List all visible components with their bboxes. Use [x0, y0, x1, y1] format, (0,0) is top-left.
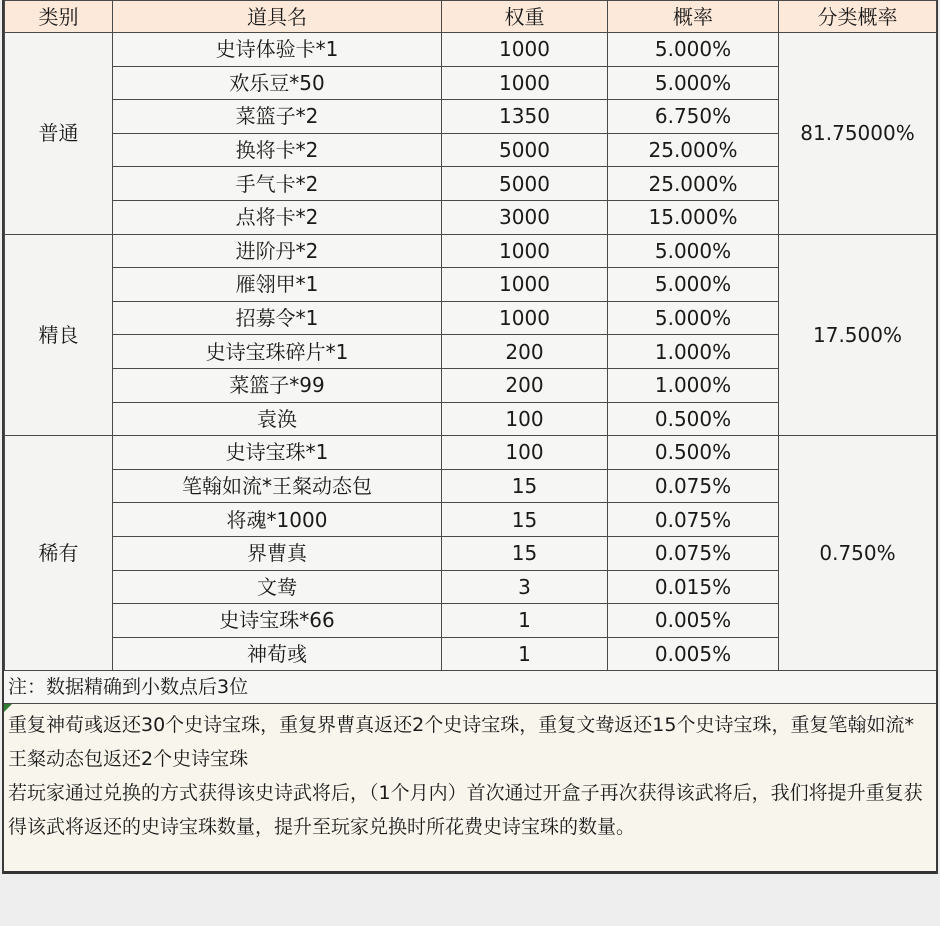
- weight-cell: 5000: [442, 167, 608, 201]
- item-name-cell: 将魂*1000: [113, 503, 442, 537]
- probability-cell: 5.000%: [608, 268, 779, 302]
- drop-rate-sheet: [2, 0, 938, 874]
- item-name-cell: 菜篮子*99: [113, 368, 442, 402]
- probability-cell: 25.000%: [608, 167, 779, 201]
- item-name-cell: 袁涣: [113, 402, 442, 436]
- item-name-cell: 文鸯: [113, 570, 442, 604]
- probability-cell: 0.005%: [608, 637, 779, 671]
- item-name-cell: 史诗宝珠*66: [113, 604, 442, 638]
- header-weight: 权重: [442, 1, 608, 33]
- cell-comment-marker: [4, 704, 12, 712]
- probability-cell: 1.000%: [608, 335, 779, 369]
- probability-cell: 15.000%: [608, 200, 779, 234]
- category-probability-cell: 0.750%: [779, 436, 937, 671]
- probability-cell: 0.005%: [608, 604, 779, 638]
- probability-cell: 5.000%: [608, 33, 779, 67]
- category-cell: 稀有: [5, 436, 113, 671]
- drop-rate-table: [4, 0, 937, 671]
- item-name-cell: 雁翎甲*1: [113, 268, 442, 302]
- probability-cell: 5.000%: [608, 66, 779, 100]
- precision-note: 注：数据精确到小数点后3位: [4, 671, 936, 704]
- item-name-cell: 手气卡*2: [113, 167, 442, 201]
- table-header-row: [5, 1, 937, 33]
- category-cell: 普通: [5, 33, 113, 235]
- weight-cell: 1: [442, 604, 608, 638]
- category-cell: 精良: [5, 234, 113, 436]
- probability-cell: 0.075%: [608, 536, 779, 570]
- category-probability-cell: 81.75000%: [779, 33, 937, 235]
- weight-cell: 1: [442, 637, 608, 671]
- weight-cell: 1350: [442, 100, 608, 134]
- weight-cell: 200: [442, 335, 608, 369]
- probability-cell: 5.000%: [608, 301, 779, 335]
- table-row: [5, 234, 937, 268]
- probability-cell: 6.750%: [608, 100, 779, 134]
- weight-cell: 3: [442, 570, 608, 604]
- weight-cell: 15: [442, 536, 608, 570]
- item-name-cell: 欢乐豆*50: [113, 66, 442, 100]
- item-name-cell: 笔翰如流*王粲动态包: [113, 469, 442, 503]
- weight-cell: 1000: [442, 301, 608, 335]
- duplicate-refund-note: 重复神荀彧返还30个史诗宝珠，重复界曹真返还2个史诗宝珠，重复文鸯返还15个史诗宝珠，重复笔翰如流*王粲动态包返还2个史诗宝珠: [8, 714, 914, 771]
- probability-cell: 0.075%: [608, 469, 779, 503]
- weight-cell: 1000: [442, 268, 608, 302]
- weight-cell: 5000: [442, 133, 608, 167]
- item-name-cell: 界曹真: [113, 536, 442, 570]
- header-probability: 概率: [608, 1, 779, 33]
- weight-cell: 100: [442, 436, 608, 470]
- weight-cell: 200: [442, 368, 608, 402]
- probability-cell: 25.000%: [608, 133, 779, 167]
- weight-cell: 1000: [442, 234, 608, 268]
- category-probability-cell: 17.500%: [779, 234, 937, 436]
- probability-cell: 0.500%: [608, 436, 779, 470]
- weight-cell: 15: [442, 503, 608, 537]
- header-category: 类别: [5, 1, 113, 33]
- probability-cell: 1.000%: [608, 368, 779, 402]
- probability-cell: 5.000%: [608, 234, 779, 268]
- probability-cell: 0.500%: [608, 402, 779, 436]
- item-name-cell: 菜篮子*2: [113, 100, 442, 134]
- weight-cell: 3000: [442, 200, 608, 234]
- item-name-cell: 史诗体验卡*1: [113, 33, 442, 67]
- notes-block: [4, 704, 936, 874]
- item-name-cell: 神荀彧: [113, 637, 442, 671]
- weight-cell: 1000: [442, 33, 608, 67]
- exchange-upgrade-note: 若玩家通过兑换的方式获得该史诗武将后，（1个月内）首次通过开盒子再次获得该武将后，我们将提升重复获得该武将返还的史诗宝珠数量，提升至玩家兑换时所花费史诗宝珠的数量。: [8, 782, 923, 839]
- item-name-cell: 招募令*1: [113, 301, 442, 335]
- item-name-cell: 换将卡*2: [113, 133, 442, 167]
- table-row: [5, 33, 937, 67]
- weight-cell: 15: [442, 469, 608, 503]
- item-name-cell: 史诗宝珠*1: [113, 436, 442, 470]
- item-name-cell: 点将卡*2: [113, 200, 442, 234]
- table-row: [5, 436, 937, 470]
- weight-cell: 100: [442, 402, 608, 436]
- item-name-cell: 史诗宝珠碎片*1: [113, 335, 442, 369]
- item-name-cell: 进阶丹*2: [113, 234, 442, 268]
- probability-cell: 0.075%: [608, 503, 779, 537]
- header-category-probability: 分类概率: [779, 1, 937, 33]
- header-item-name: 道具名: [113, 1, 442, 33]
- weight-cell: 1000: [442, 66, 608, 100]
- probability-cell: 0.015%: [608, 570, 779, 604]
